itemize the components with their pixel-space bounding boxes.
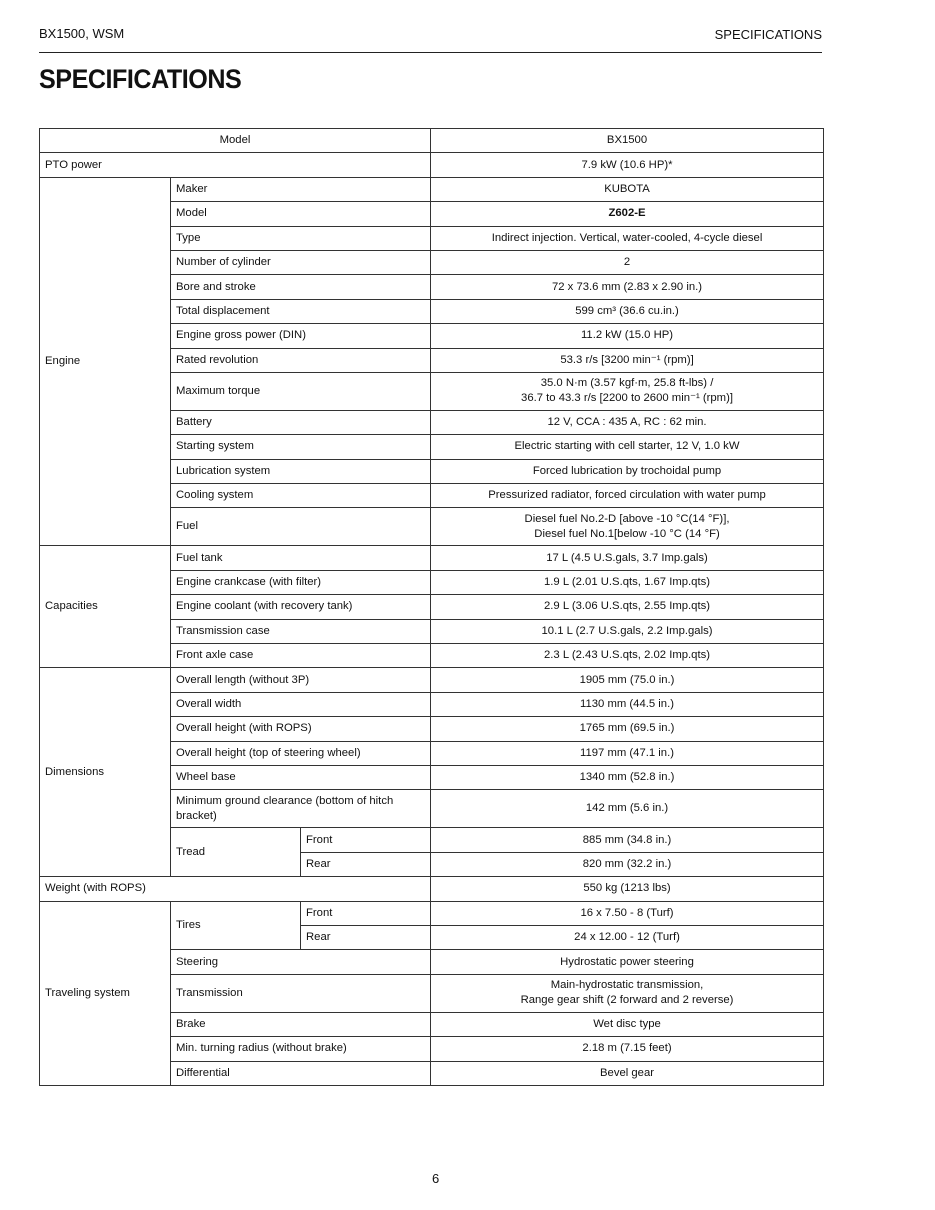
spec-label: Min. turning radius (without brake) [171,1037,431,1061]
spec-label: Maximum torque [171,372,431,410]
spec-label: Differential [171,1061,431,1085]
spec-label: Type [171,226,431,250]
spec-label: Cooling system [171,484,431,508]
spec-label: Steering [171,950,431,974]
group-engine: Engine [40,177,171,546]
spec-value: 2.3 L (2.43 U.S.qts, 2.02 Imp.qts) [431,644,824,668]
spec-value [431,508,824,546]
weight-label: Weight (with ROPS) [40,877,431,901]
model-value: BX1500 [431,129,824,153]
spec-label: Minimum ground clearance (bottom of hitch bracket) [171,790,431,828]
page-title: SPECIFICATIONS [39,64,242,94]
spec-value: 10.1 L (2.7 U.S.gals, 2.2 Imp.gals) [431,619,824,643]
spec-label: Lubrication system [171,459,431,483]
spec-label: Battery [171,410,431,434]
tires-front-label: Front [301,901,431,925]
model-label: Model [40,129,431,153]
spec-value-line2: Diesel fuel No.1[below -10 °C (14 °F) [534,527,720,540]
spec-value: 1340 mm (52.8 in.) [431,765,824,789]
tread-front-value: 885 mm (34.8 in.) [431,828,824,852]
spec-value: Indirect injection. Vertical, water-cooled, 4-cycle diesel [431,226,824,250]
spec-value-line2: Range gear shift (2 forward and 2 reverse) [520,994,734,1007]
spec-label: Transmission [171,974,431,1012]
spec-label: Fuel tank [171,546,431,570]
spec-value: Forced lubrication by trochoidal pump [431,459,824,483]
spec-label: Engine crankcase (with filter) [171,570,431,594]
table-row [40,901,824,925]
spec-value-line1: Diesel fuel No.2-D [above -10 °C(14 °F)], [524,512,730,525]
header-rule [39,52,822,53]
tires-label: Tires [171,901,301,950]
spec-value: 1905 mm (75.0 in.) [431,668,824,692]
spec-value: Bevel gear [431,1061,824,1085]
spec-value: 1130 mm (44.5 in.) [431,692,824,716]
spec-value: 72 x 73.6 mm (2.83 x 2.90 in.) [431,275,824,299]
tread-label: Tread [171,828,301,877]
tires-rear-value: 24 x 12.00 - 12 (Turf) [431,925,824,949]
page-number: 6 [432,1171,440,1186]
spec-value: 2 [431,250,824,274]
pto-label: PTO power [40,153,431,177]
spec-value: KUBOTA [431,177,824,201]
table-row-weight [40,877,824,901]
spec-label: Overall height (top of steering wheel) [171,741,431,765]
spec-value-line2: 36.7 to 43.3 r/s [2200 to 2600 min⁻¹ (rpm)] [521,392,733,405]
spec-label: Brake [171,1012,431,1036]
spec-label: Engine coolant (with recovery tank) [171,595,431,619]
table-row-pto [40,153,824,177]
spec-value: Wet disc type [431,1012,824,1036]
spec-label: Overall width [171,692,431,716]
spec-label: Total displacement [171,299,431,323]
spec-value: 2.18 m (7.15 feet) [431,1037,824,1061]
spec-label: Model [171,202,431,226]
spec-label: Transmission case [171,619,431,643]
spec-label: Number of cylinder [171,250,431,274]
spec-value: 11.2 kW (15.0 HP) [431,324,824,348]
spec-value: 142 mm (5.6 in.) [431,790,824,828]
group-dimensions: Dimensions [40,668,171,877]
spec-label: Bore and stroke [171,275,431,299]
spec-value: Electric starting with cell starter, 12 V, 1.0 kW [431,435,824,459]
weight-value: 550 kg (1213 lbs) [431,877,824,901]
spec-value: 599 cm³ (36.6 cu.in.) [431,299,824,323]
spec-value [431,974,824,1012]
table-row [40,177,824,201]
spec-label: Fuel [171,508,431,546]
spec-value: 1197 mm (47.1 in.) [431,741,824,765]
tread-rear-value: 820 mm (32.2 in.) [431,852,824,876]
spec-value: 12 V, CCA : 435 A, RC : 62 min. [431,410,824,434]
tires-front-value: 16 x 7.50 - 8 (Turf) [431,901,824,925]
spec-value: 17 L (4.5 U.S.gals, 3.7 Imp.gals) [431,546,824,570]
tread-rear-label: Rear [301,852,431,876]
spec-value: Pressurized radiator, forced circulation with water pump [431,484,824,508]
table-row [40,546,824,570]
pto-value: 7.9 kW (10.6 HP)* [431,153,824,177]
running-header-right: SPECIFICATIONS [714,27,822,42]
spec-value: 1.9 L (2.01 U.S.qts, 1.67 Imp.qts) [431,570,824,594]
specifications-table [39,128,823,1086]
spec-value [431,372,824,410]
table-row [40,668,824,692]
spec-label: Overall height (with ROPS) [171,717,431,741]
spec-label: Overall length (without 3P) [171,668,431,692]
spec-value: Hydrostatic power steering [431,950,824,974]
spec-value: Z602-E [431,202,824,226]
spec-label: Engine gross power (DIN) [171,324,431,348]
tread-front-label: Front [301,828,431,852]
spec-label: Front axle case [171,644,431,668]
spec-value: 2.9 L (3.06 U.S.qts, 2.55 Imp.qts) [431,595,824,619]
spec-value-line1: Main-hydrostatic transmission, [550,979,704,992]
spec-value: 53.3 r/s [3200 min⁻¹ (rpm)] [431,348,824,372]
spec-label: Rated revolution [171,348,431,372]
spec-label: Maker [171,177,431,201]
group-capacities: Capacities [40,546,171,668]
group-traveling-system: Traveling system [40,901,171,1085]
spec-label: Wheel base [171,765,431,789]
table-row-model [40,129,824,153]
running-header-left: BX1500, WSM [39,26,125,41]
spec-value-line1: 35.0 N·m (3.57 kgf·m, 25.8 ft-lbs) / [540,377,714,390]
spec-label: Starting system [171,435,431,459]
spec-value: 1765 mm (69.5 in.) [431,717,824,741]
tires-rear-label: Rear [301,925,431,949]
